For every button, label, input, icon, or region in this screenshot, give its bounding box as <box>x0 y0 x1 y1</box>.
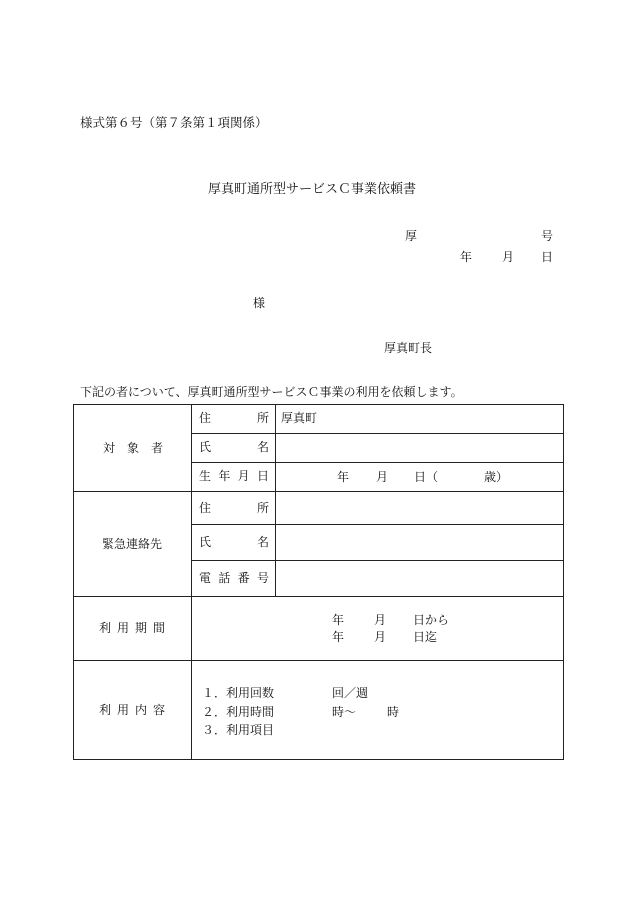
emergency-address-label: 住 所 <box>199 500 269 515</box>
issue-date-year: 年 <box>460 250 473 264</box>
emergency-phone-label: 電 話 番 号 <box>199 571 269 586</box>
form-number: 様式第６号（第７条第１項関係） <box>80 115 268 130</box>
reference-prefix: 厚 <box>405 229 418 243</box>
period-section-label: 利 用 期 間 <box>99 621 165 636</box>
subject-birthdate-label: 生 年 月 日 <box>199 469 269 484</box>
label-column-divider <box>191 404 192 760</box>
addressee-suffix: 様 <box>253 296 266 310</box>
birth-month: 月 <box>376 470 389 484</box>
subject-address-value: 厚真町 <box>281 411 318 426</box>
table-border-bottom <box>73 759 564 760</box>
period-to-day: 日迄 <box>413 630 438 644</box>
request-table <box>73 404 564 760</box>
issue-date-month: 月 <box>502 250 515 264</box>
subject-section-label: 対 象 者 <box>103 440 163 455</box>
age: 歳） <box>484 470 509 484</box>
period-from-month: 月 <box>374 613 387 627</box>
emergency-section-label: 緊急連絡先 <box>101 536 162 551</box>
birth-day: 日（ <box>414 470 439 484</box>
usage-items-label: ３．利用項目 <box>202 723 275 737</box>
subject-name-label: 氏 名 <box>199 440 269 455</box>
period-from-day: 日から <box>413 613 450 627</box>
birth-year: 年 <box>337 470 350 484</box>
usage-time-from: 時～ <box>332 705 357 719</box>
usage-count-label: １．利用回数 <box>202 686 275 700</box>
reference-suffix: 号 <box>541 229 554 243</box>
period-from-year: 年 <box>332 613 345 627</box>
table-border-right <box>563 404 564 760</box>
subject-address-label: 住 所 <box>199 411 269 426</box>
content-section-label: 利 用 内 容 <box>99 702 165 717</box>
period-to-year: 年 <box>332 630 345 644</box>
usage-time-label: ２．利用時間 <box>202 705 275 719</box>
sender: 厚真町長 <box>384 341 433 355</box>
usage-count-unit: 回／週 <box>332 686 369 700</box>
usage-time-to: 時 <box>387 705 400 719</box>
issue-date-day: 日 <box>541 250 554 264</box>
emergency-name-label: 氏 名 <box>199 535 269 550</box>
document-title: 厚真町通所型サービスＣ事業依頼書 <box>208 182 417 197</box>
period-to-month: 月 <box>374 630 387 644</box>
intro-text: 下記の者について、厚真町通所型サービスＣ事業の利用を依頼します。 <box>80 385 463 399</box>
